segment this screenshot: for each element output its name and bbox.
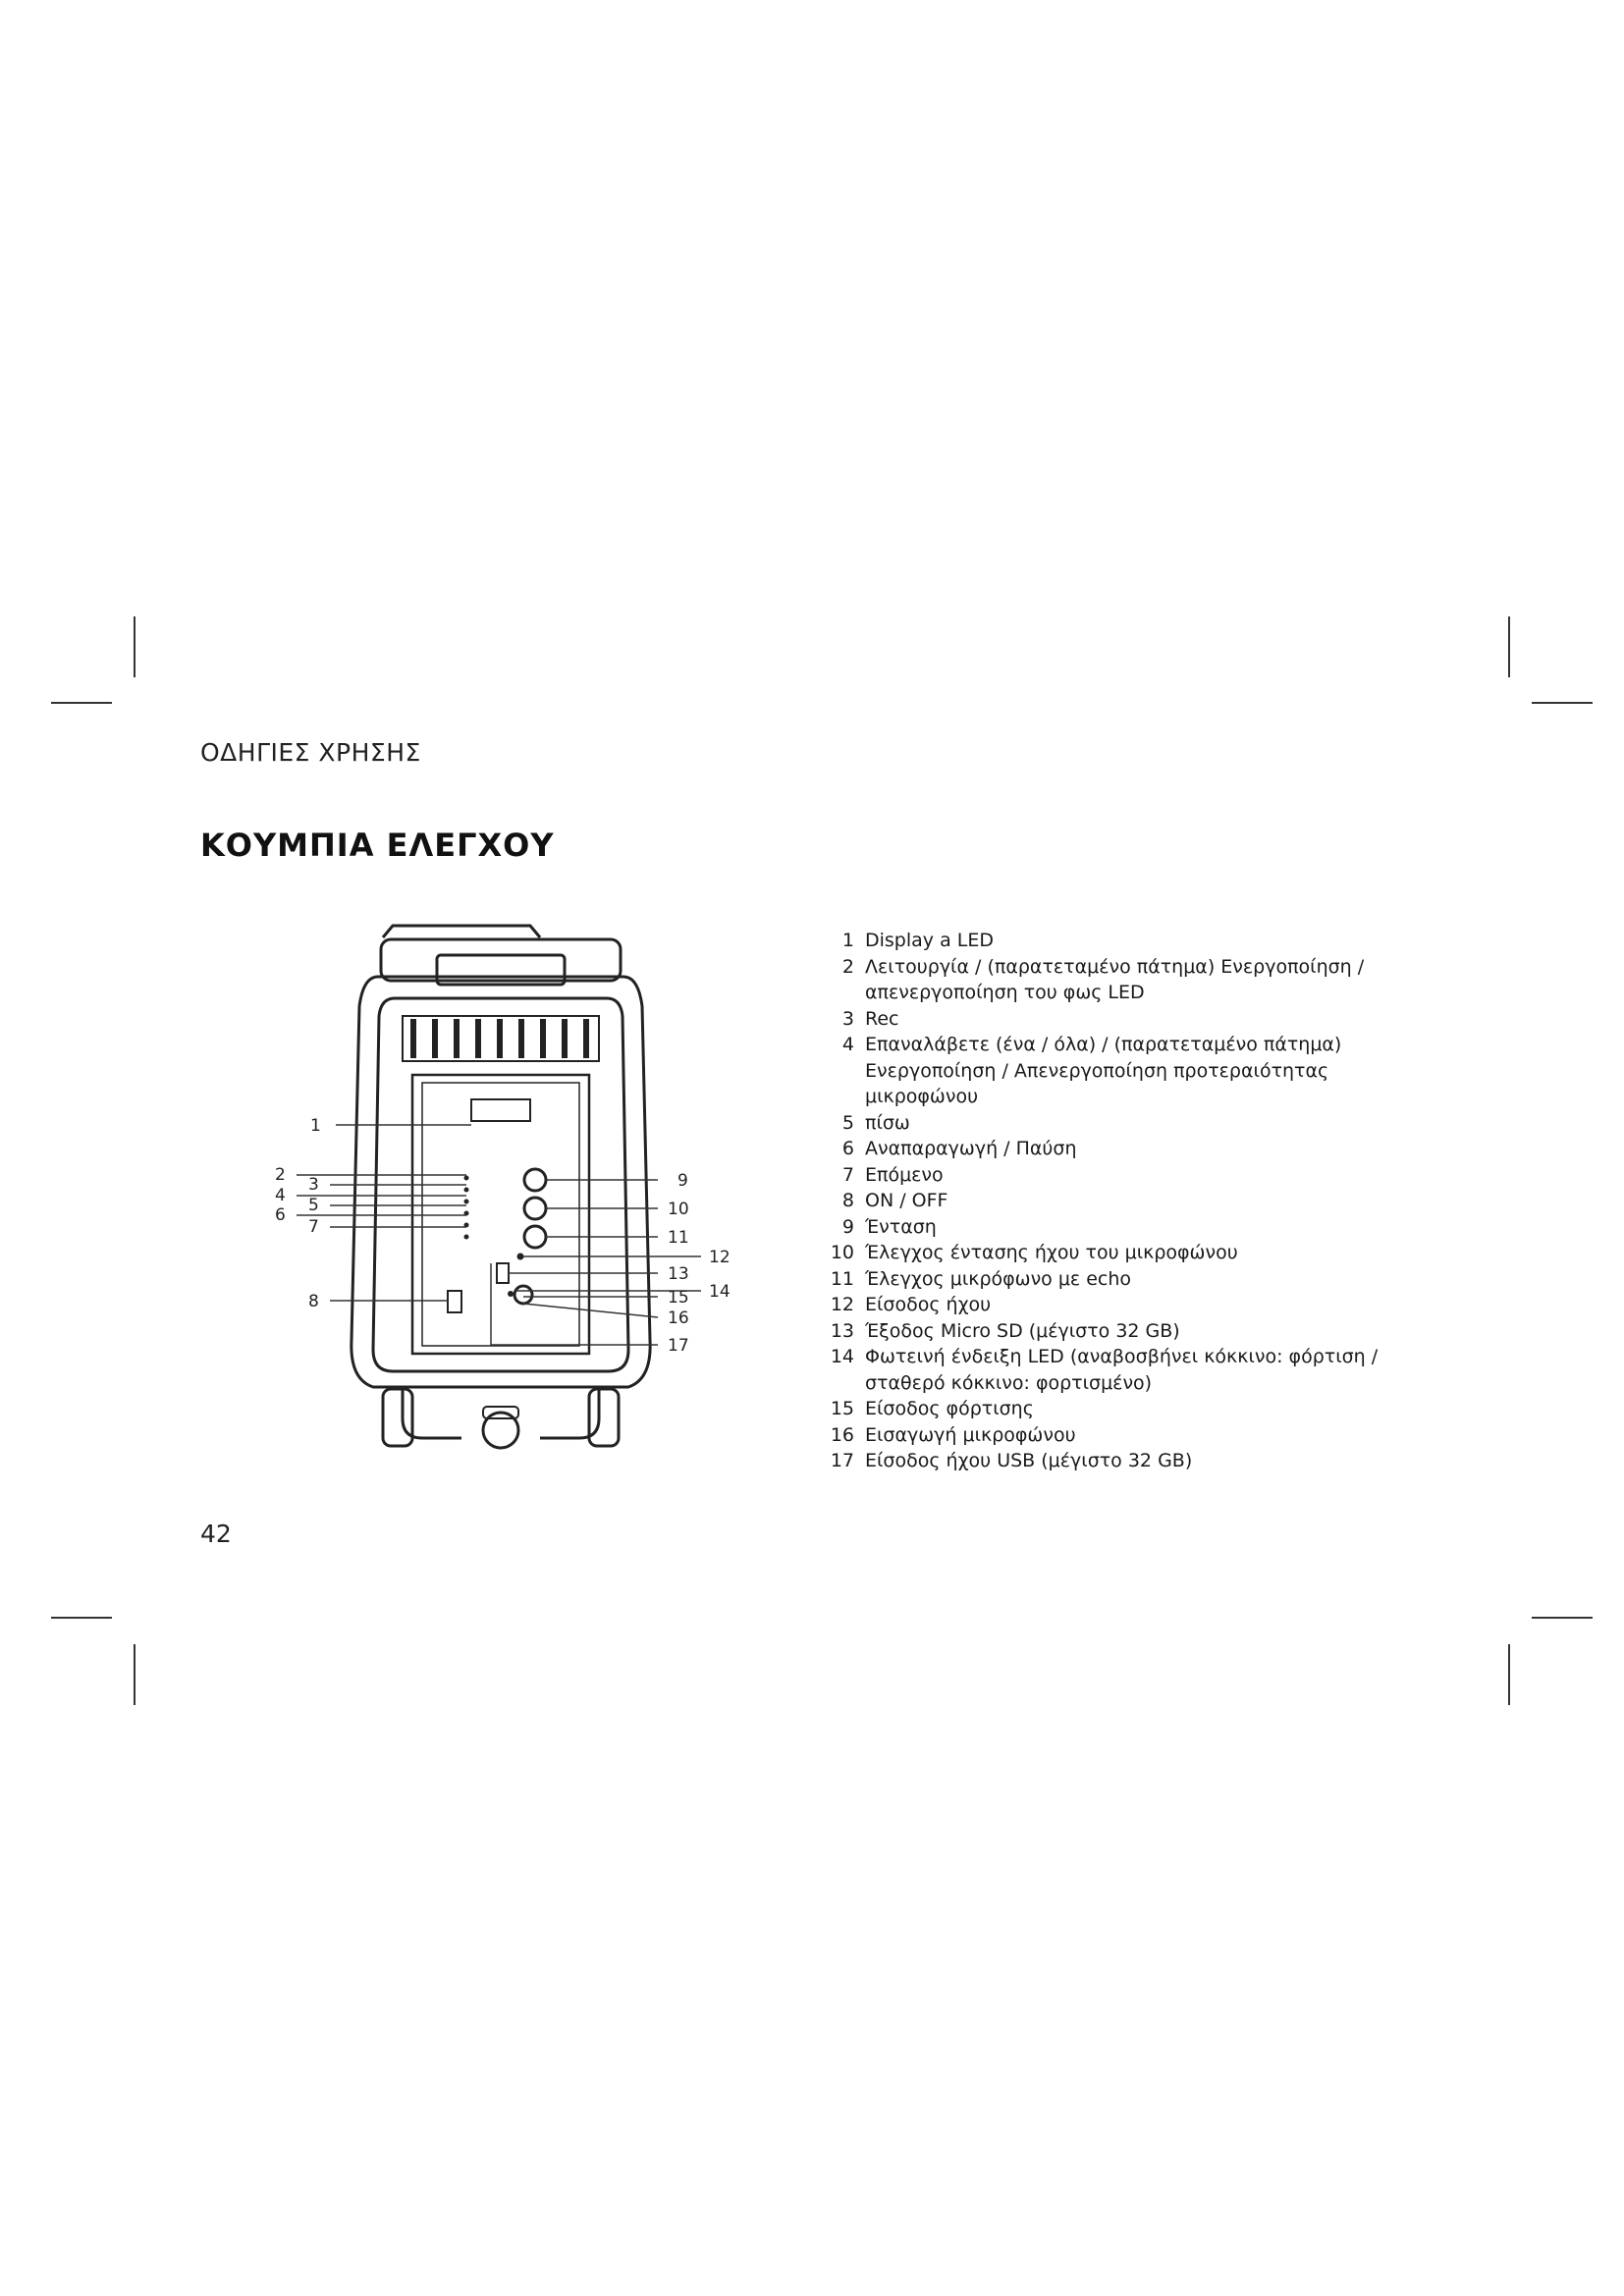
item-number: 1 xyxy=(841,930,854,951)
item-number: 14 xyxy=(830,1346,854,1367)
item-number: 8 xyxy=(841,1190,854,1211)
item-label: Rec xyxy=(865,1007,899,1030)
crop-mark xyxy=(134,1644,135,1705)
list-item xyxy=(821,1214,1410,1241)
list-item xyxy=(821,1292,1410,1318)
list-item xyxy=(821,954,1410,1006)
item-number: 4 xyxy=(841,1034,854,1055)
item-label: Φωτεινή ένδειξη LED (αναβοσβήνει κόκκινο: φόρτιση / σταθερό κόκκινο: φορτισμένο) xyxy=(865,1346,1379,1394)
list-item xyxy=(821,1344,1410,1396)
crop-mark xyxy=(51,702,112,704)
list-item xyxy=(821,1136,1410,1162)
callout-14: 14 xyxy=(709,1282,731,1302)
callout-11: 11 xyxy=(668,1228,689,1248)
callout-1: 1 xyxy=(310,1116,321,1136)
page-number: 42 xyxy=(200,1520,232,1548)
item-label: Επαναλάβετε (ένα / όλα) / (παρατεταμένο πάτημα) Ενεργοποίηση / Απενεργοποίηση προτεραιότητας μικροφώνου xyxy=(865,1034,1342,1107)
item-number: 3 xyxy=(841,1007,854,1030)
callout-16: 16 xyxy=(668,1308,689,1328)
item-number: 15 xyxy=(830,1398,854,1419)
list-item xyxy=(821,1032,1410,1110)
list-item xyxy=(821,928,1410,954)
item-number: 10 xyxy=(830,1242,854,1263)
callout-6: 6 xyxy=(275,1205,286,1225)
item-number: 13 xyxy=(830,1319,854,1342)
callout-3: 3 xyxy=(308,1175,319,1195)
item-number: 17 xyxy=(830,1450,854,1471)
callout-13: 13 xyxy=(668,1264,689,1284)
callout-2: 2 xyxy=(275,1165,286,1185)
speaker-diagram xyxy=(265,918,736,1497)
callout-15: 15 xyxy=(668,1288,689,1308)
list-item xyxy=(821,1266,1410,1293)
item-label: Εισαγωγή μικροφώνου xyxy=(865,1423,1076,1446)
callout-7: 7 xyxy=(308,1217,319,1237)
crop-mark xyxy=(1508,616,1510,677)
item-label: Λειτουργία / (παρατεταμένο πάτημα) Ενεργοποίηση / απενεργοποίηση του φως LED xyxy=(865,955,1365,1003)
list-item xyxy=(821,1162,1410,1189)
item-label: Είσοδος ήχου USB (μέγιστο 32 GB) xyxy=(865,1450,1193,1471)
item-label: πίσω xyxy=(865,1111,910,1134)
item-label: Είσοδος φόρτισης xyxy=(865,1398,1034,1419)
list-item xyxy=(821,1396,1410,1422)
controls-list xyxy=(821,928,1410,1474)
callout-5: 5 xyxy=(308,1196,319,1215)
callout-9: 9 xyxy=(677,1171,688,1191)
item-label: Έλεγχος μικρόφωνο με echo xyxy=(865,1267,1132,1290)
item-number: 16 xyxy=(830,1423,854,1446)
item-label: Έλεγχος έντασης ήχου του μικροφώνου xyxy=(865,1242,1238,1263)
item-number: 7 xyxy=(841,1163,854,1186)
item-number: 11 xyxy=(830,1267,854,1290)
list-item xyxy=(821,1110,1410,1137)
item-number: 6 xyxy=(841,1138,854,1159)
item-label: Επόμενο xyxy=(865,1163,944,1186)
list-item xyxy=(821,1422,1410,1449)
item-label: Display a LED xyxy=(865,930,994,951)
item-label: Αναπαραγωγή / Παύση xyxy=(865,1138,1077,1159)
list-item xyxy=(821,1006,1410,1033)
callout-8: 8 xyxy=(308,1292,319,1311)
crop-mark xyxy=(134,616,135,677)
callout-12: 12 xyxy=(709,1248,731,1267)
callout-10: 10 xyxy=(668,1200,689,1219)
item-number: 12 xyxy=(830,1294,854,1315)
crop-mark xyxy=(51,1617,112,1619)
item-number: 2 xyxy=(841,955,854,978)
page-title: ΚΟΥΜΠΙΑ ΕΛΕΓΧΟΥ xyxy=(200,827,555,864)
item-label: Ένταση xyxy=(865,1215,937,1238)
list-item xyxy=(821,1318,1410,1345)
list-item xyxy=(821,1240,1410,1266)
section-label: ΟΔΗΓΙΕΣ ΧΡΗΣΗΣ xyxy=(200,738,421,767)
item-label: Είσοδος ήχου xyxy=(865,1294,992,1315)
crop-mark xyxy=(1508,1644,1510,1705)
item-label: ON / OFF xyxy=(865,1190,948,1211)
item-label: Έξοδος Micro SD (μέγιστο 32 GB) xyxy=(865,1319,1180,1342)
callout-17: 17 xyxy=(668,1336,689,1356)
item-number: 5 xyxy=(841,1111,854,1134)
callout-4: 4 xyxy=(275,1186,286,1205)
item-number: 9 xyxy=(841,1215,854,1238)
list-item xyxy=(821,1188,1410,1214)
speaker-rear-illustration xyxy=(265,918,736,1497)
crop-mark xyxy=(1532,1617,1593,1619)
crop-mark xyxy=(1532,702,1593,704)
list-item xyxy=(821,1448,1410,1474)
